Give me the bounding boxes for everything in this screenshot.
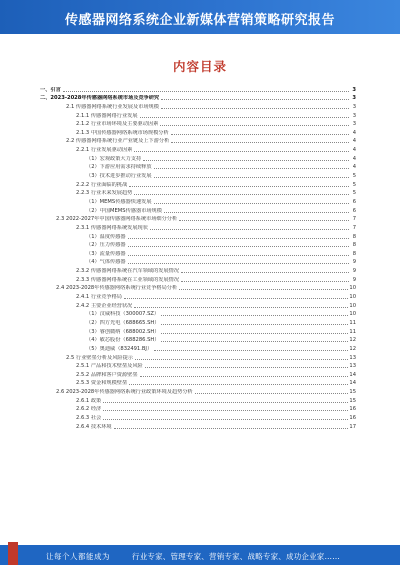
toc-entry-page: 12 [349, 345, 356, 352]
toc-entry-title: 2.4.2 主要企业经营状况 [76, 302, 133, 309]
toc-entry-title: 2.3.2 传感器网络系统在汽车领域的发展情况 [76, 268, 180, 275]
toc-entry[interactable] [40, 257, 356, 266]
toc-entry-page: 7 [352, 224, 356, 231]
toc-entry-page: 10 [349, 311, 356, 318]
toc-entry-page: 9 [352, 276, 356, 283]
toc-entry[interactable] [40, 231, 356, 240]
toc-entry-page: 11 [349, 328, 356, 335]
toc-entry-title: 2.5.1 产品和技术壁垒及风险 [76, 363, 143, 370]
toc-entry-page: 6 [352, 198, 356, 205]
toc-leader-dots [103, 402, 348, 403]
toc-entry-title: （1）宏观政策大力支持 [86, 155, 142, 162]
toc-entry-title: 2.2.1 行业发展驱动因素 [76, 147, 133, 154]
toc-entry[interactable] [40, 317, 356, 326]
toc-entry[interactable] [40, 421, 356, 430]
toc-entry-page: 12 [349, 337, 356, 344]
toc-entry-page: 4 [352, 164, 356, 171]
toc-entry-title: 2.1 传感器网络系统行业发展及市场规模 [66, 103, 159, 110]
toc-leader-dots [161, 108, 349, 109]
toc-leader-dots [171, 134, 349, 135]
toc-leader-dots [114, 428, 349, 429]
toc-entry-page: 4 [352, 155, 356, 162]
toc-entry[interactable] [40, 300, 356, 309]
toc-leader-dots [171, 142, 349, 143]
toc-entry-title: 2.3.3 传感器网络系统在工业领域的发展情况 [76, 276, 180, 283]
toc-entry-page: 3 [352, 112, 356, 119]
toc-entry[interactable] [40, 162, 356, 171]
toc-leader-dots [129, 186, 349, 187]
toc-entry[interactable] [40, 196, 356, 205]
toc-leader-dots [134, 307, 348, 308]
toc-entry-page: 15 [349, 397, 356, 404]
toc-leader-dots [161, 341, 348, 342]
footer-slogan-left: 让每个人都能成为 [46, 552, 110, 561]
toc-leader-dots [124, 298, 348, 299]
toc-entry[interactable] [40, 84, 356, 93]
toc-leader-dots [179, 289, 348, 290]
toc-entry-page: 3 [352, 103, 356, 110]
toc-entry-title: （2）四方光电（688665.SH） [86, 319, 160, 326]
toc-entry-page: 9 [352, 259, 356, 266]
toc-entry-page: 6 [352, 207, 356, 214]
toc-entry-page: 14 [349, 380, 356, 387]
toc-entry-page: 8 [352, 242, 356, 249]
toc-leader-dots [195, 393, 349, 394]
toc-entry[interactable] [40, 248, 356, 257]
toc-leader-dots [160, 125, 349, 126]
toc-leader-dots [154, 177, 349, 178]
toc-entry-page: 16 [349, 406, 356, 413]
toc-entry[interactable] [40, 240, 356, 249]
toc-entry[interactable] [40, 361, 356, 370]
toc-leader-dots [154, 350, 348, 351]
toc-entry-title: 2.6.2 经济 [76, 406, 102, 413]
toc-leader-dots [129, 384, 348, 385]
toc-entry-page: 10 [349, 302, 356, 309]
toc-leader-dots [134, 151, 349, 152]
toc-entry[interactable] [40, 343, 356, 352]
toc-entry[interactable] [40, 136, 356, 145]
toc-entry-title: （1）汉威科技（300007.SZ） [86, 311, 160, 318]
toc-leader-dots [181, 281, 349, 282]
toc-entry-page: 13 [349, 363, 356, 370]
toc-entry[interactable] [40, 412, 356, 421]
toc-entry-page: 4 [352, 129, 356, 136]
toc-entry-title: （3）技术进步推动行业发展 [86, 173, 152, 180]
toc-entry[interactable] [40, 205, 356, 214]
toc-entry-title: （2）压力传感器 [86, 242, 126, 249]
toc-entry-page: 5 [352, 181, 356, 188]
toc-entry-title: （2）下游应用需求持续释放 [86, 164, 152, 171]
toc-entry-title: 2.2.3 行业未来发展趋势 [76, 190, 133, 197]
toc-entry-title: 2.3 2022-2027年中国传感器网络系统市场细分分析 [56, 216, 178, 223]
footer-bar [0, 545, 400, 565]
toc-entry-page: 10 [349, 294, 356, 301]
toc-entry[interactable] [40, 404, 356, 413]
toc-entry-page: 16 [349, 414, 356, 421]
toc-leader-dots [154, 168, 349, 169]
toc-entry-title: 2.4 2023-2028年传感器网络系统行业竞争格局分析 [56, 285, 178, 292]
toc-entry[interactable] [40, 352, 356, 361]
toc-entry-page: 9 [352, 268, 356, 275]
toc-entry[interactable] [40, 110, 356, 119]
toc-entry[interactable] [40, 309, 356, 318]
toc-leader-dots [161, 333, 348, 334]
toc-entry[interactable] [40, 386, 356, 395]
toc-entry-title: （5）奥迪威（832491.BJ） [86, 345, 153, 352]
toc-entry-title: 2.5.3 资金和规模壁垒 [76, 380, 128, 387]
toc-leader-dots [128, 246, 349, 247]
toc-leader-dots [63, 91, 349, 92]
toc-entry-page: 11 [349, 319, 356, 326]
toc-entry[interactable] [40, 265, 356, 274]
toc-entry-page: 17 [349, 423, 356, 430]
toc-entry[interactable] [40, 153, 356, 162]
toc-entry-title: 2.3.1 传感器网络系统发展现状 [76, 224, 148, 231]
toc-entry-title: 2.4.1 行业竞争格局 [76, 294, 122, 301]
toc-entry-title: （2）中国MEMS传感器市场规模 [86, 207, 162, 214]
toc-leader-dots [161, 315, 348, 316]
toc-entry-page: 3 [352, 86, 356, 93]
toc-leader-dots [140, 117, 349, 118]
toc-entry-page: 3 [352, 121, 356, 128]
toc-entry-title: （4）敏芯股份（688286.SH） [86, 337, 160, 344]
toc-entry-page: 8 [352, 233, 356, 240]
toc-leader-dots [140, 376, 349, 377]
toc-entry[interactable] [40, 170, 356, 179]
toc-heading: 内容目录 [172, 59, 227, 74]
report-title: 传感器网络系统企业新媒体营销策略研究报告 [64, 13, 335, 28]
toc-entry[interactable] [40, 214, 356, 223]
footer-accent-mark [8, 542, 18, 565]
toc-entry-title: 2.2.2 行业面临的挑战 [76, 181, 128, 188]
toc-entry-page: 8 [352, 250, 356, 257]
toc-leader-dots [164, 212, 349, 213]
report-header-bar [0, 0, 400, 34]
toc-leader-dots [161, 324, 348, 325]
toc-entry-page: 14 [349, 371, 356, 378]
toc-entry-title: 2.1.2 行业市场环境及主要驱动因素 [76, 121, 159, 128]
toc-entry[interactable] [40, 188, 356, 197]
toc-entry[interactable] [40, 179, 356, 188]
toc-entry[interactable] [40, 93, 356, 102]
toc-entry-page: 4 [352, 138, 356, 145]
toc-entry-title: （1）温度传感器 [86, 233, 126, 240]
toc-leader-dots [161, 99, 349, 100]
toc-leader-dots [103, 419, 348, 420]
table-of-contents [40, 84, 356, 430]
toc-entry-title: 2.5 行业壁垒分析及风险提示 [66, 354, 133, 361]
toc-entry-page: 7 [352, 216, 356, 223]
toc-entry-title: 2.2 传感器网络系统行业产业链及上下游分析 [66, 138, 170, 145]
toc-entry-title: 二、2023-2028年传感器网络系统市场及竞争研究 [40, 95, 160, 102]
toc-leader-dots [145, 367, 349, 368]
toc-entry-page: 4 [352, 147, 356, 154]
toc-entry-title: 2.6.3 社会 [76, 414, 102, 421]
toc-entry-page: 5 [352, 173, 356, 180]
toc-entry[interactable] [40, 369, 356, 378]
footer-slogan-right: 行业专家、管理专家、营销专家、战略专家、成功企业家…… [132, 552, 340, 561]
toc-leader-dots [154, 203, 349, 204]
toc-leader-dots [135, 359, 348, 360]
toc-leader-dots [143, 160, 349, 161]
toc-entry[interactable] [40, 378, 356, 387]
toc-entry-title: 2.1.3 中国传感器网络系统市场规模分析 [76, 129, 169, 136]
toc-entry-title: 2.1.1 传感器网络行业发展 [76, 112, 138, 119]
toc-entry-title: （4）气体传感器 [86, 259, 126, 266]
toc-entry-title: （1）MEMS传感器快速发展 [86, 198, 152, 205]
toc-entry[interactable] [40, 222, 356, 231]
toc-leader-dots [128, 263, 349, 264]
toc-entry-page: 3 [352, 95, 356, 102]
toc-leader-dots [181, 272, 349, 273]
toc-entry-title: 2.5.2 品牌和客户资源壁垒 [76, 371, 138, 378]
toc-entry[interactable] [40, 395, 356, 404]
toc-entry[interactable] [40, 274, 356, 283]
toc-entry[interactable] [40, 291, 356, 300]
toc-entry-title: （3）睿创微纳（688002.SH） [86, 328, 160, 335]
toc-entry-page: 5 [352, 190, 356, 197]
toc-leader-dots [128, 238, 349, 239]
toc-leader-dots [128, 255, 349, 256]
toc-entry-page: 13 [349, 354, 356, 361]
toc-leader-dots [150, 229, 349, 230]
toc-entry[interactable] [40, 101, 356, 110]
toc-entry-title: 一、引言 [40, 86, 61, 93]
toc-entry[interactable] [40, 283, 356, 292]
toc-entry[interactable] [40, 326, 356, 335]
toc-entry[interactable] [40, 335, 356, 344]
toc-entry-page: 10 [349, 285, 356, 292]
toc-entry-title: 2.6 2023-2028年传感器网络系统行业政策环境及趋势分析 [56, 389, 193, 396]
toc-entry-title: （3）流量传感器 [86, 250, 126, 257]
toc-entry[interactable] [40, 119, 356, 128]
toc-leader-dots [179, 220, 349, 221]
toc-entry-title: 2.6.1 政策 [76, 397, 102, 404]
toc-entry[interactable] [40, 127, 356, 136]
toc-entry[interactable] [40, 144, 356, 153]
toc-entry-title: 2.6.4 技术环境 [76, 423, 112, 430]
toc-entry-page: 15 [349, 389, 356, 396]
toc-leader-dots [103, 410, 348, 411]
toc-leader-dots [134, 194, 349, 195]
